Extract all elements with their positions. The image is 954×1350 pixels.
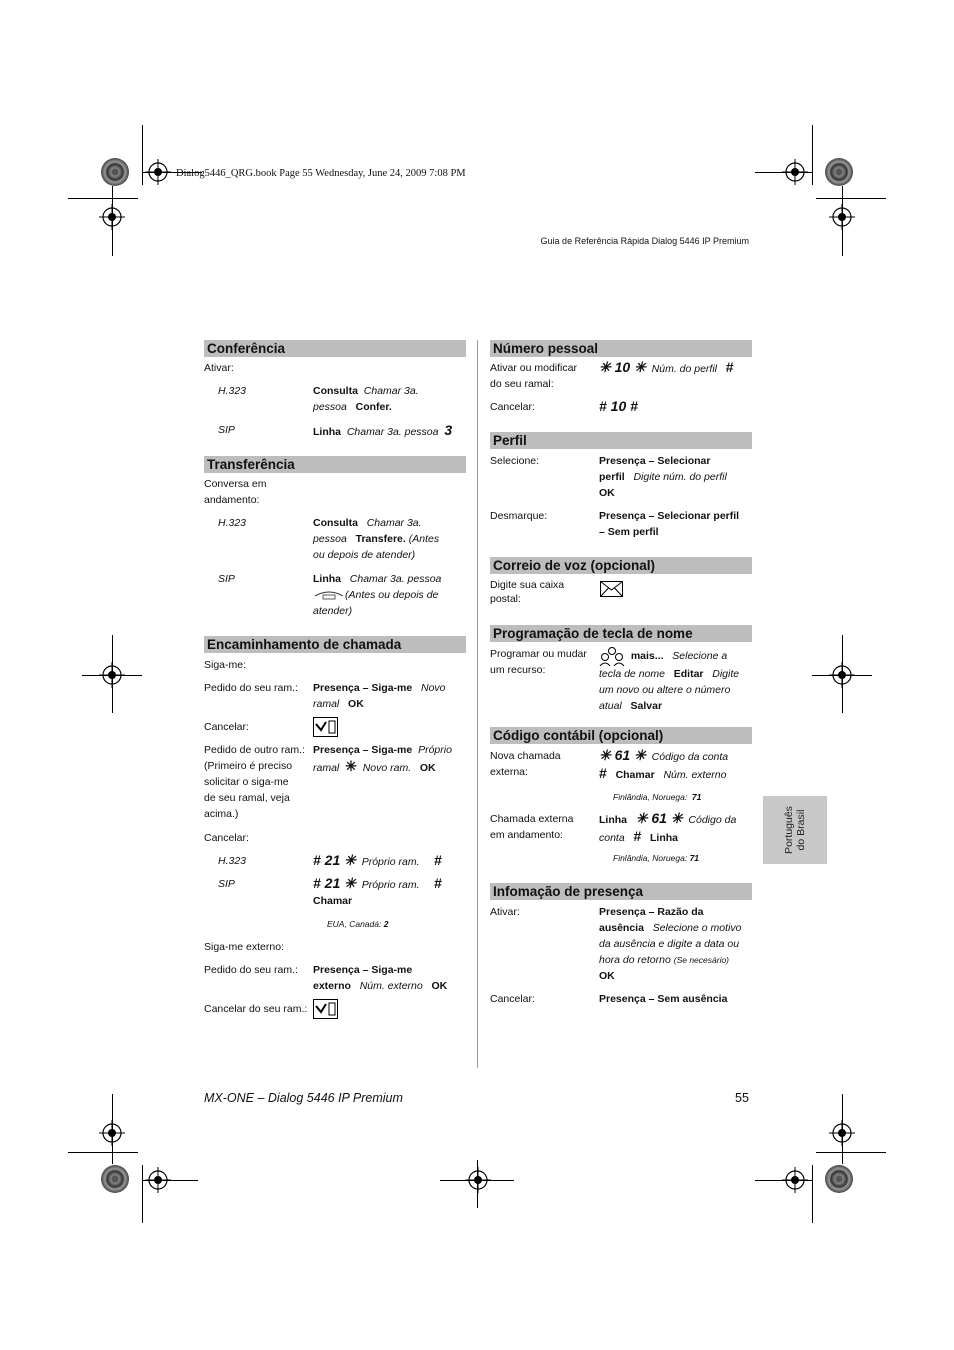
section-title-perfil: Perfil xyxy=(490,432,752,449)
section-title-transferencia: Transferência xyxy=(204,456,466,473)
diversion-key-icon xyxy=(313,999,339,1020)
footer-title: MX-ONE – Dialog 5446 IP Premium xyxy=(204,1091,403,1105)
note: Finlândia, Noruega: 71 xyxy=(613,853,700,863)
label: Siga-me: xyxy=(204,659,247,671)
section-title-encaminhamento: Encaminhamento de chamada xyxy=(204,636,466,653)
instruction: ✳ 61 ✳ Código da conta # Chamar Núm. externo xyxy=(599,747,729,781)
label: Ativar: xyxy=(204,362,234,374)
registration-mark-icon xyxy=(782,1167,808,1193)
envelope-icon xyxy=(600,581,623,597)
registration-mark-icon xyxy=(782,159,808,185)
registration-mark-icon xyxy=(99,1120,125,1146)
instruction: Linha Chamar 3a. pessoa (Antes ou depois de atender) xyxy=(313,573,442,617)
instruction: Presença – Selecionar perfil – Sem perfil xyxy=(599,510,740,538)
language-tab-label: Português do Brasil xyxy=(783,806,807,854)
note: EUA, Canadá: 2 xyxy=(327,919,389,929)
book-info: Dialog5446_QRG.book Page 55 Wednesday, June 24, 2009 7:08 PM xyxy=(176,168,466,179)
label: Desmarque: xyxy=(490,510,548,522)
diversion-key-icon xyxy=(313,717,339,738)
label: Selecione: xyxy=(490,455,540,467)
label: Digite sua caixa postal: xyxy=(490,579,565,605)
color-rosette-icon xyxy=(825,158,853,186)
instruction: Presença – Selecionar perfil Digite núm. do perfil OK xyxy=(599,455,727,499)
protocol-label: SIP xyxy=(218,878,235,890)
label: Siga-me externo: xyxy=(204,941,284,953)
label: Cancelar: xyxy=(204,832,249,844)
section-title-codigo-contabil: Código contábil (opcional) xyxy=(490,727,752,744)
column-divider xyxy=(477,340,478,1068)
instruction: Presença – Siga-me Próprio ramal ✳ Novo ram. OK xyxy=(313,744,452,774)
registration-mark-icon xyxy=(829,1120,855,1146)
registration-mark-icon xyxy=(145,159,171,185)
label: Ativar ou modificar do seu ramal: xyxy=(490,362,577,390)
protocol-label: H.323 xyxy=(218,385,247,397)
label: Cancelar do seu ram.: xyxy=(204,1003,308,1015)
color-rosette-icon xyxy=(101,158,129,186)
registration-mark-icon xyxy=(99,662,125,688)
instruction: Presença – Sem ausência xyxy=(599,993,728,1005)
instruction: Presença – Razão da ausência Selecione o motivo da ausência e digite a data ou hora do retorno (Se necesário) OK xyxy=(599,906,742,982)
label: Conversa em andamento: xyxy=(204,478,267,506)
running-header: Guia de Referência Rápida Dialog 5446 IP Premium xyxy=(540,236,749,246)
instruction: # 21 ✳ Próprio ram. # Chamar xyxy=(313,875,442,907)
note: Finlândia, Noruega: 71 xyxy=(613,792,702,802)
registration-mark-icon xyxy=(99,204,125,230)
protocol-label: H.323 xyxy=(218,517,247,529)
section-title-correio-de-voz: Correio de voz (opcional) xyxy=(490,557,752,574)
registration-mark-icon xyxy=(829,204,855,230)
registration-mark-icon xyxy=(829,662,855,688)
instruction: ✳ 10 ✳ Núm. do perfil # xyxy=(599,359,734,375)
instruction: Linha ✳ 61 ✳ Código da conta # Linha xyxy=(599,810,737,844)
instruction: Presença – Siga-me externo Núm. externo OK xyxy=(313,964,448,992)
section-title-numero-pessoal: Número pessoal xyxy=(490,340,752,357)
label: Nova chamada externa: xyxy=(490,750,561,778)
protocol-label: SIP xyxy=(218,573,235,585)
label: Cancelar: xyxy=(204,721,249,733)
label: Cancelar: xyxy=(490,401,535,413)
registration-mark-icon xyxy=(145,1167,171,1193)
contacts-icon xyxy=(599,646,625,666)
label: Chamada externa em andamento: xyxy=(490,813,574,841)
label: Pedido do seu ram.: xyxy=(204,964,298,976)
instruction: Presença – Siga-me Novo ramal OK xyxy=(313,682,446,710)
protocol-label: H.323 xyxy=(218,855,247,867)
page-number: 55 xyxy=(735,1091,749,1105)
section-title-conferencia: Conferência xyxy=(204,340,466,357)
label: Cancelar: xyxy=(490,993,535,1005)
label: Pedido de outro ram.: (Primeiro é preciso solicitar o siga-me de seu ramal, veja acima.) xyxy=(204,744,305,820)
instruction: Linha Chamar 3a. pessoa 3 xyxy=(313,422,453,438)
star-icon: ✳ xyxy=(345,758,357,774)
label: Pedido do seu ram.: xyxy=(204,682,298,694)
label: Ativar: xyxy=(490,906,520,918)
code: # 10 # xyxy=(599,398,638,414)
color-rosette-icon xyxy=(101,1165,129,1193)
instruction: Consulta Chamar 3a. pessoa Transfere. (Antes ou depois de atender) xyxy=(313,517,440,561)
section-title-presenca: Infomação de presença xyxy=(490,883,752,900)
color-rosette-icon xyxy=(825,1165,853,1193)
label: Programar ou mudar um recurso: xyxy=(490,648,587,676)
instruction: Consulta Chamar 3a. pessoa Confer. xyxy=(313,385,419,413)
instruction: mais... Selecione a tecla de nome Editar Digite um novo ou altere o número atual Salvar xyxy=(599,646,759,714)
instruction: # 21 ✳ Próprio ram. # xyxy=(313,852,442,868)
section-title-programacao: Programação de tecla de nome xyxy=(490,625,752,642)
protocol-label: SIP xyxy=(218,424,235,436)
handset-icon xyxy=(313,590,345,600)
registration-mark-icon xyxy=(465,1167,491,1193)
